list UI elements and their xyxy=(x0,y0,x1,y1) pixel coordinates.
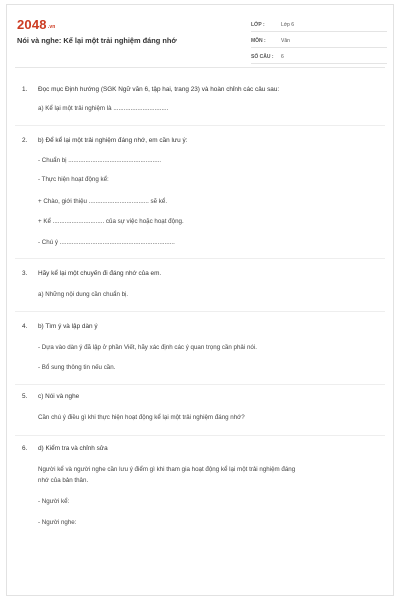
header-divider xyxy=(15,67,385,68)
answer-line: - Chú ý ................................................................... xyxy=(38,239,175,246)
answer-line: a) Kể lại một trải nghiệm là ................................ xyxy=(38,105,169,112)
question-text: b) Tìm ý và lập dàn ý xyxy=(38,323,98,330)
worksheet-meta xyxy=(251,19,387,67)
worksheet-header xyxy=(7,5,393,67)
question-separator xyxy=(15,384,385,385)
answer-line: nhớ của bản thân. xyxy=(38,477,89,484)
meta-value-count: 6 xyxy=(281,54,284,60)
worksheet-title: Nói và nghe: Kể lại một trải nghiệm đáng nhớ xyxy=(17,36,177,45)
question-number: 6. xyxy=(22,445,28,452)
meta-label-subject: MÔN : xyxy=(251,38,266,44)
answer-line: - Dựa vào dàn ý đã lập ở phần Viết, hãy xác định các ý quan trọng cần phải nói. xyxy=(38,344,257,351)
answer-line: + Chào, giới thiệu ................................... sẽ kể. xyxy=(38,198,168,205)
meta-label-class: LỚP : xyxy=(251,22,265,28)
question-number: 2. xyxy=(22,137,28,144)
question-text: Đọc mục Định hướng (SGK Ngữ văn 6, tập hai, trang 23) và hoàn chỉnh các câu sau: xyxy=(38,86,280,93)
question-separator xyxy=(15,311,385,312)
logo-text: 2048 xyxy=(17,17,47,32)
answer-line: a) Những nội dung cần chuẩn bị. xyxy=(38,291,129,298)
question-separator xyxy=(15,258,385,259)
meta-row-subject xyxy=(251,35,387,48)
question-text: b) Để kể lại một trải nghiệm đáng nhớ, em cần lưu ý: xyxy=(38,137,188,144)
answer-line: - Bổ sung thông tin nếu cần. xyxy=(38,364,116,371)
meta-row-class xyxy=(251,19,387,32)
answer-line: - Thực hiện hoạt động kể: xyxy=(38,176,109,183)
answer-line: Cần chú ý điều gì khi thực hiện hoạt động kể lại một trải nghiệm đáng nhớ? xyxy=(38,414,245,421)
question-number: 3. xyxy=(22,270,28,277)
logo-suffix: .vn xyxy=(47,24,56,30)
question-separator xyxy=(15,435,385,436)
question-number: 4. xyxy=(22,323,28,330)
answer-line: - Chuẩn bị ...................................................... xyxy=(38,157,162,164)
meta-value-class: Lớp 6 xyxy=(281,22,295,28)
answer-line: - Người kể: xyxy=(38,498,70,505)
question-separator xyxy=(15,125,385,126)
question-number: 5. xyxy=(22,393,28,400)
worksheet-page xyxy=(6,4,394,596)
answer-line: Người kể và người nghe cần lưu ý điểm gì khi tham gia hoạt động kể lại một trải nghiệm đáng xyxy=(38,466,296,473)
meta-row-count xyxy=(251,51,387,64)
question-number: 1. xyxy=(22,86,28,93)
question-text: c) Nói và nghe xyxy=(38,393,80,400)
question-text: d) Kiểm tra và chỉnh sửa xyxy=(38,445,108,452)
answer-line: - Người nghe: xyxy=(38,519,77,526)
question-text: Hãy kể lại một chuyến đi đáng nhớ của em. xyxy=(38,270,162,277)
answer-line: + Kể .............................. của sự việc hoặc hoạt động. xyxy=(38,218,184,225)
meta-value-subject: Văn xyxy=(281,38,290,44)
site-logo[interactable] xyxy=(17,17,56,32)
meta-label-count: SỐ CÂU : xyxy=(251,54,274,60)
